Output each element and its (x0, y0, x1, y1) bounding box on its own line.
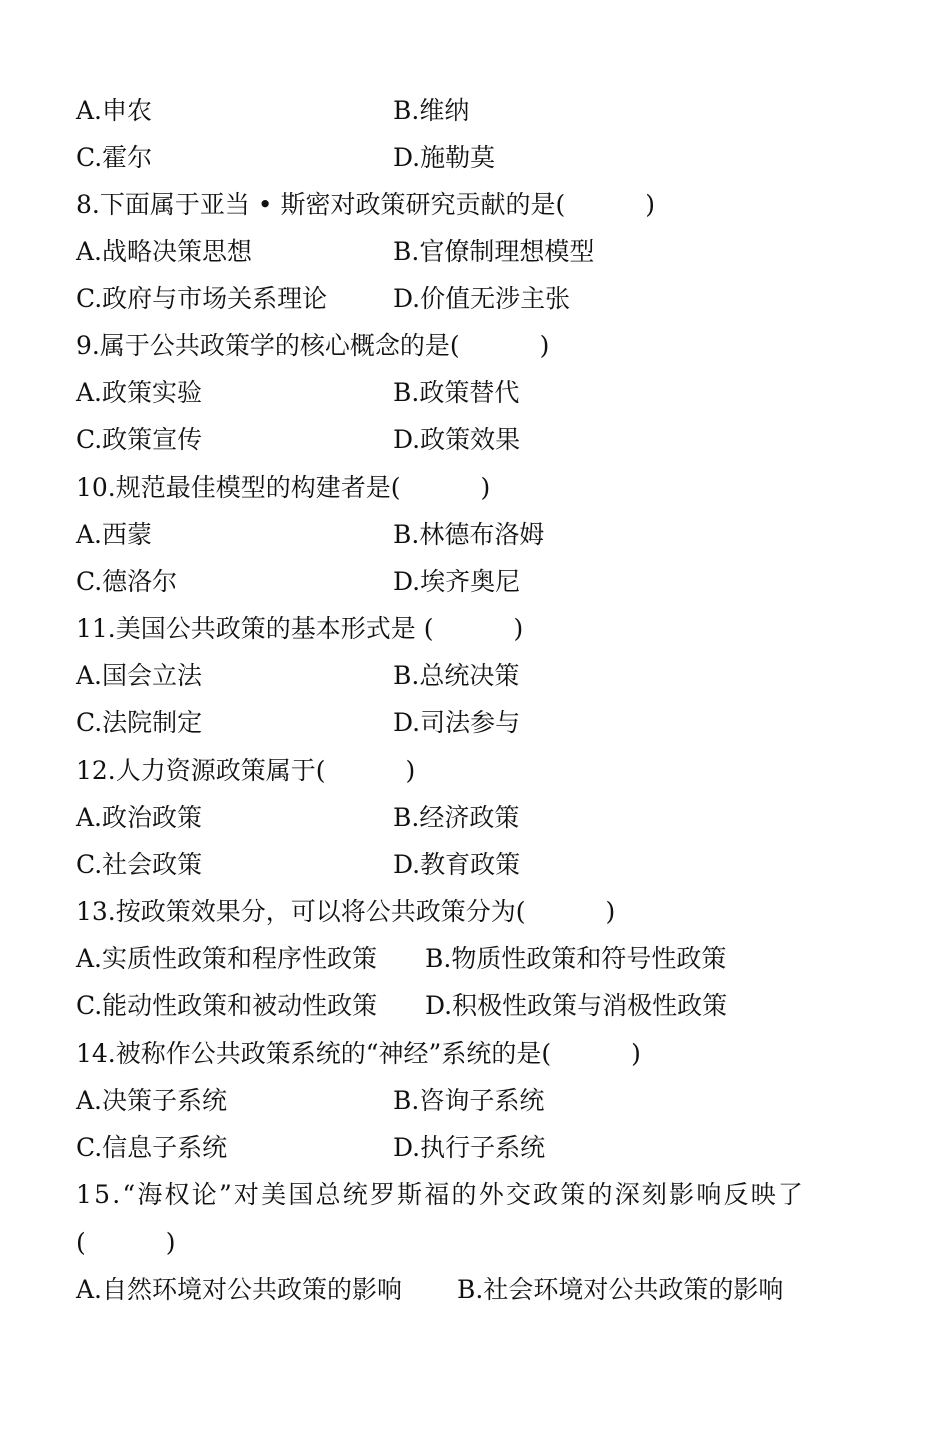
option-d: D.价值无涉主张 (393, 284, 571, 313)
question-text: 14.被称作公共政策系统的“神经”系统的是( (76, 1039, 552, 1068)
option-b: B.维纳 (393, 96, 470, 125)
question-12 (76, 747, 415, 794)
option-c: C.能动性政策和被动性政策 (76, 991, 378, 1020)
question-8 (76, 181, 655, 228)
question-text: 8.下面属于亚当 • 斯密对政策研究贡献的是( (76, 190, 566, 219)
question-14 (76, 1030, 641, 1077)
question-text: 13.按政策效果分，可以将公共政策分为( (76, 897, 526, 926)
option-c: C.社会政策 (76, 850, 203, 879)
option-a: A.政策实验 (76, 378, 203, 407)
question-text: 10.规范最佳模型的构建者是( (76, 473, 401, 502)
option-c: C.信息子系统 (76, 1133, 228, 1162)
answer-bracket-open: ( (76, 1228, 86, 1257)
answer-bracket-close: ) (405, 756, 416, 785)
option-a: A.申农 (76, 96, 153, 125)
option-c: C.德洛尔 (76, 567, 178, 596)
option-a: A.实质性政策和程序性政策 (76, 944, 378, 973)
option-c: C.政策宣传 (76, 425, 203, 454)
answer-bracket-close: ) (513, 614, 524, 643)
option-a: A.国会立法 (76, 661, 203, 690)
question-15-bracket (76, 1219, 176, 1266)
question-text: 11.美国公共政策的基本形式是 ( (76, 614, 434, 643)
option-c: C.霍尔 (76, 143, 153, 172)
option-a: A.西蒙 (76, 520, 153, 549)
option-a: A.自然环境对公共政策的影响 (76, 1275, 403, 1304)
option-b: B.林德布洛姆 (393, 520, 545, 549)
option-a: A.政治政策 (76, 803, 203, 832)
option-d: D.政策效果 (393, 425, 521, 454)
answer-bracket-close: ) (605, 897, 616, 926)
option-a: A.战略决策思想 (76, 237, 253, 266)
option-d: D.施勒莫 (393, 143, 496, 172)
option-b: B.社会环境对公共政策的影响 (457, 1275, 784, 1304)
option-c: C.法院制定 (76, 708, 203, 737)
question-13 (76, 888, 615, 935)
option-d: D.教育政策 (393, 850, 521, 879)
option-d: D.司法参与 (393, 708, 521, 737)
option-d: D.执行子系统 (393, 1133, 546, 1162)
option-b: B.官僚制理想模型 (393, 237, 595, 266)
answer-bracket-close: ) (645, 190, 656, 219)
option-d: D.积极性政策与消极性政策 (425, 991, 728, 1020)
answer-bracket-close: ) (165, 1228, 176, 1257)
option-d: D.埃齐奥尼 (393, 567, 521, 596)
question-text: 15.“海权论”对美国总统罗斯福的外交政策的深刻影响反映了 (76, 1180, 806, 1209)
answer-bracket-close: ) (631, 1039, 641, 1068)
option-b: B.咨询子系统 (393, 1086, 545, 1115)
option-b: B.政策替代 (393, 378, 520, 407)
question-text: 12.人力资源政策属于( (76, 756, 326, 785)
option-b: B.总统决策 (393, 661, 520, 690)
question-15 (76, 1171, 805, 1218)
answer-bracket-close: ) (480, 473, 491, 502)
question-text: 9.属于公共政策学的核心概念的是( (76, 331, 460, 360)
question-11 (76, 605, 523, 652)
option-b: B.经济政策 (393, 803, 520, 832)
question-10 (76, 464, 490, 511)
option-c: C.政府与市场关系理论 (76, 284, 328, 313)
question-9 (76, 322, 549, 369)
option-a: A.决策子系统 (76, 1086, 228, 1115)
option-b: B.物质性政策和符号性政策 (425, 944, 727, 973)
answer-bracket-close: ) (539, 331, 550, 360)
